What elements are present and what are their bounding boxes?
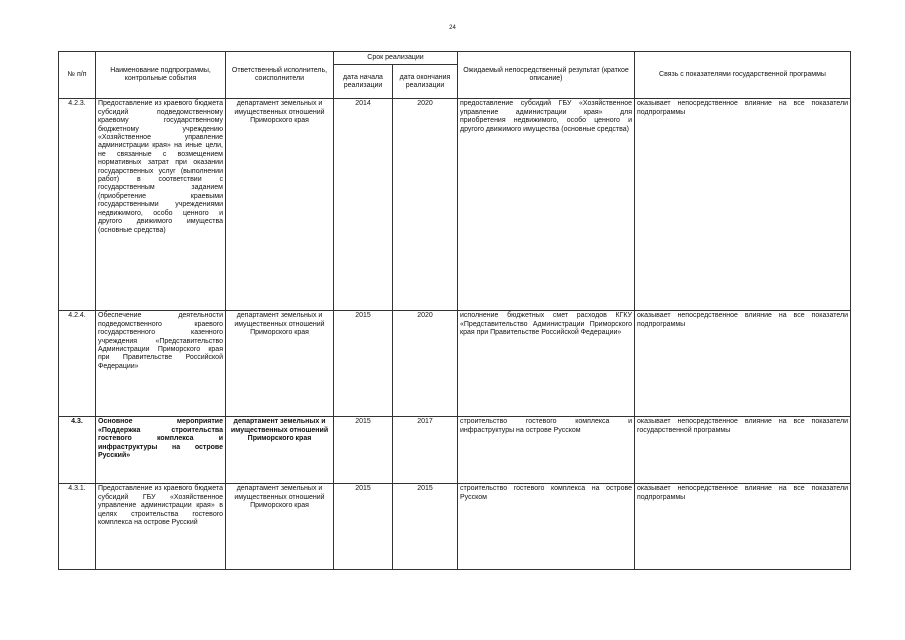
table-row bbox=[59, 417, 851, 484]
header-num: № п/п bbox=[59, 52, 96, 99]
row-num: 4.2.4. bbox=[59, 311, 96, 417]
header-row-1 bbox=[59, 52, 851, 65]
row-end: 2020 bbox=[393, 311, 458, 417]
row-executor: департамент земельных и имущественных отношений Приморского края bbox=[226, 417, 334, 484]
table-row bbox=[59, 311, 851, 417]
header-link: Связь с показателями государственной программы bbox=[635, 52, 851, 99]
header-executor: Ответственный исполнитель, соисполнители bbox=[226, 52, 334, 99]
row-name: Предоставление из краевого бюджета субсидий подведомственному краевому государственному бюджетному учреждению «Хозяйственное управление администрации края» на иные цели, не связанные с возмещением нормативных затрат при оказании государственных услуг (выполнении работ) в соответствии с государственным заданием (приобретение краевыми государственными учреждениями недвижимого, особо ценного и другого движимого имущества (основные средства) bbox=[96, 99, 226, 311]
program-table bbox=[58, 51, 851, 570]
row-result: предоставление субсидий ГБУ «Хозяйственное управление администрации края» для приобретения недвижимого, особо ценного и другого движимого имущества (основные средства) bbox=[458, 99, 635, 311]
row-name: Предоставление из краевого бюджета субсидий ГБУ «Хозяйственное управление администрации края» в целях строительства гостевого комплекса на острове Русский bbox=[96, 484, 226, 570]
row-link: оказывает непосредственное влияние на все показатели подпрограммы bbox=[635, 99, 851, 311]
row-result: строительство гостевого комплекса и инфраструктуры на острове Русском bbox=[458, 417, 635, 484]
row-executor: департамент земельных и имущественных отношений Приморского края bbox=[226, 484, 334, 570]
row-end: 2017 bbox=[393, 417, 458, 484]
row-start: 2015 bbox=[334, 484, 393, 570]
row-end: 2020 bbox=[393, 99, 458, 311]
row-start: 2015 bbox=[334, 417, 393, 484]
row-result: строительство гостевого комплекса на острове Русском bbox=[458, 484, 635, 570]
row-end: 2015 bbox=[393, 484, 458, 570]
row-name: Основное мероприятие «Поддержка строительства гостевого комплекса и инфраструктуры на острове Русский» bbox=[96, 417, 226, 484]
row-executor: департамент земельных и имущественных отношений Приморского края bbox=[226, 311, 334, 417]
header-result: Ожидаемый непосредственный результат (краткое описание) bbox=[458, 52, 635, 99]
table-row bbox=[59, 99, 851, 311]
header-name: Наименование подпрограммы, контрольные события bbox=[96, 52, 226, 99]
row-start: 2015 bbox=[334, 311, 393, 417]
row-link: оказывает непосредственное влияние на все показатели подпрограммы bbox=[635, 311, 851, 417]
header-start: дата начала реализации bbox=[334, 65, 393, 99]
row-link: оказывает непосредственное влияние на все показатели государственной программы bbox=[635, 417, 851, 484]
row-executor: департамент земельных и имущественных отношений Приморского края bbox=[226, 99, 334, 311]
page-number: 24 bbox=[449, 25, 456, 31]
row-num: 4.3.1. bbox=[59, 484, 96, 570]
row-start: 2014 bbox=[334, 99, 393, 311]
header-end: дата окончания реализации bbox=[393, 65, 458, 99]
row-num: 4.2.3. bbox=[59, 99, 96, 311]
row-name: Обеспечение деятельности подведомственного краевого государственного казенного учреждения «Представительство Администрации Приморского края при Правительстве Российской Федерации» bbox=[96, 311, 226, 417]
row-result: исполнение бюджетных смет расходов КГКУ «Представительство Администрации Приморского края при Правительстве Российской Федерации» bbox=[458, 311, 635, 417]
row-link: оказывает непосредственное влияние на все показатели подпрограммы bbox=[635, 484, 851, 570]
header-term: Срок реализации bbox=[334, 52, 458, 65]
table-row bbox=[59, 484, 851, 570]
row-num: 4.3. bbox=[59, 417, 96, 484]
